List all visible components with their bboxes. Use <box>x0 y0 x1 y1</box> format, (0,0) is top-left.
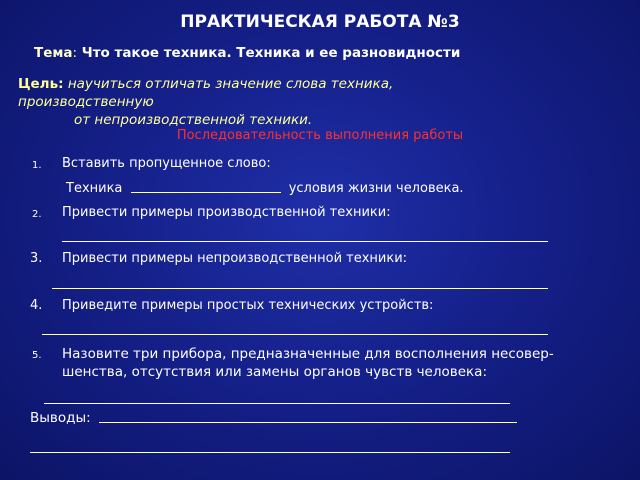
goal-label: Цель: <box>18 76 64 92</box>
answer-line[interactable] <box>30 452 510 453</box>
section-subtitle: Последовательность выполнения работы <box>176 128 464 143</box>
fill-before: Техника <box>66 181 123 196</box>
list-number: 5. <box>32 350 42 361</box>
answer-line[interactable] <box>52 288 548 289</box>
fill-after: условия жизни человека. <box>288 181 464 196</box>
list-text-line-1: Назовите три прибора, предназначенные для восполнения несовер- <box>62 346 554 362</box>
list-item <box>30 298 434 313</box>
goal-line-3: от непроизводственной техники. <box>74 112 313 128</box>
list-number: 1. <box>32 160 42 171</box>
fill-sentence <box>66 181 464 196</box>
conclusion-line <box>30 410 517 426</box>
topic-line <box>34 45 460 61</box>
goal-block <box>18 75 393 129</box>
list-text: Привести примеры производственной техники: <box>62 205 391 220</box>
goal-line-1: научиться отличать значение слова техника, <box>67 76 394 92</box>
list-number: 2. <box>32 209 42 220</box>
page-title: ПРАКТИЧЕСКАЯ РАБОТА №3 <box>180 12 460 32</box>
goal-line-2: производственную <box>18 94 154 110</box>
answer-line[interactable] <box>44 403 510 404</box>
list-text: Приведите примеры простых технических устройств: <box>62 298 434 313</box>
list-text: Привести примеры непроизводственной техники: <box>62 251 408 266</box>
list-text-line-2: шенства, отсутствия или замены органов чувств человека: <box>62 364 487 380</box>
list-item <box>30 251 408 266</box>
list-item <box>32 346 554 380</box>
topic-label: Тема <box>34 45 73 61</box>
answer-line[interactable] <box>42 334 548 335</box>
conclusion-blank[interactable] <box>99 422 517 423</box>
fill-blank[interactable] <box>131 192 281 193</box>
answer-line[interactable] <box>62 241 548 242</box>
topic-value: Что такое техника. Техника и ее разновидности <box>81 45 461 61</box>
conclusion-label: Выводы: <box>30 410 91 426</box>
list-number: 4. <box>30 298 43 313</box>
list-number: 3. <box>30 251 43 266</box>
list-text: Вставить пропущенное слово: <box>62 156 271 171</box>
topic-separator: : <box>72 45 78 61</box>
list-item <box>32 156 271 172</box>
list-item <box>32 205 391 221</box>
